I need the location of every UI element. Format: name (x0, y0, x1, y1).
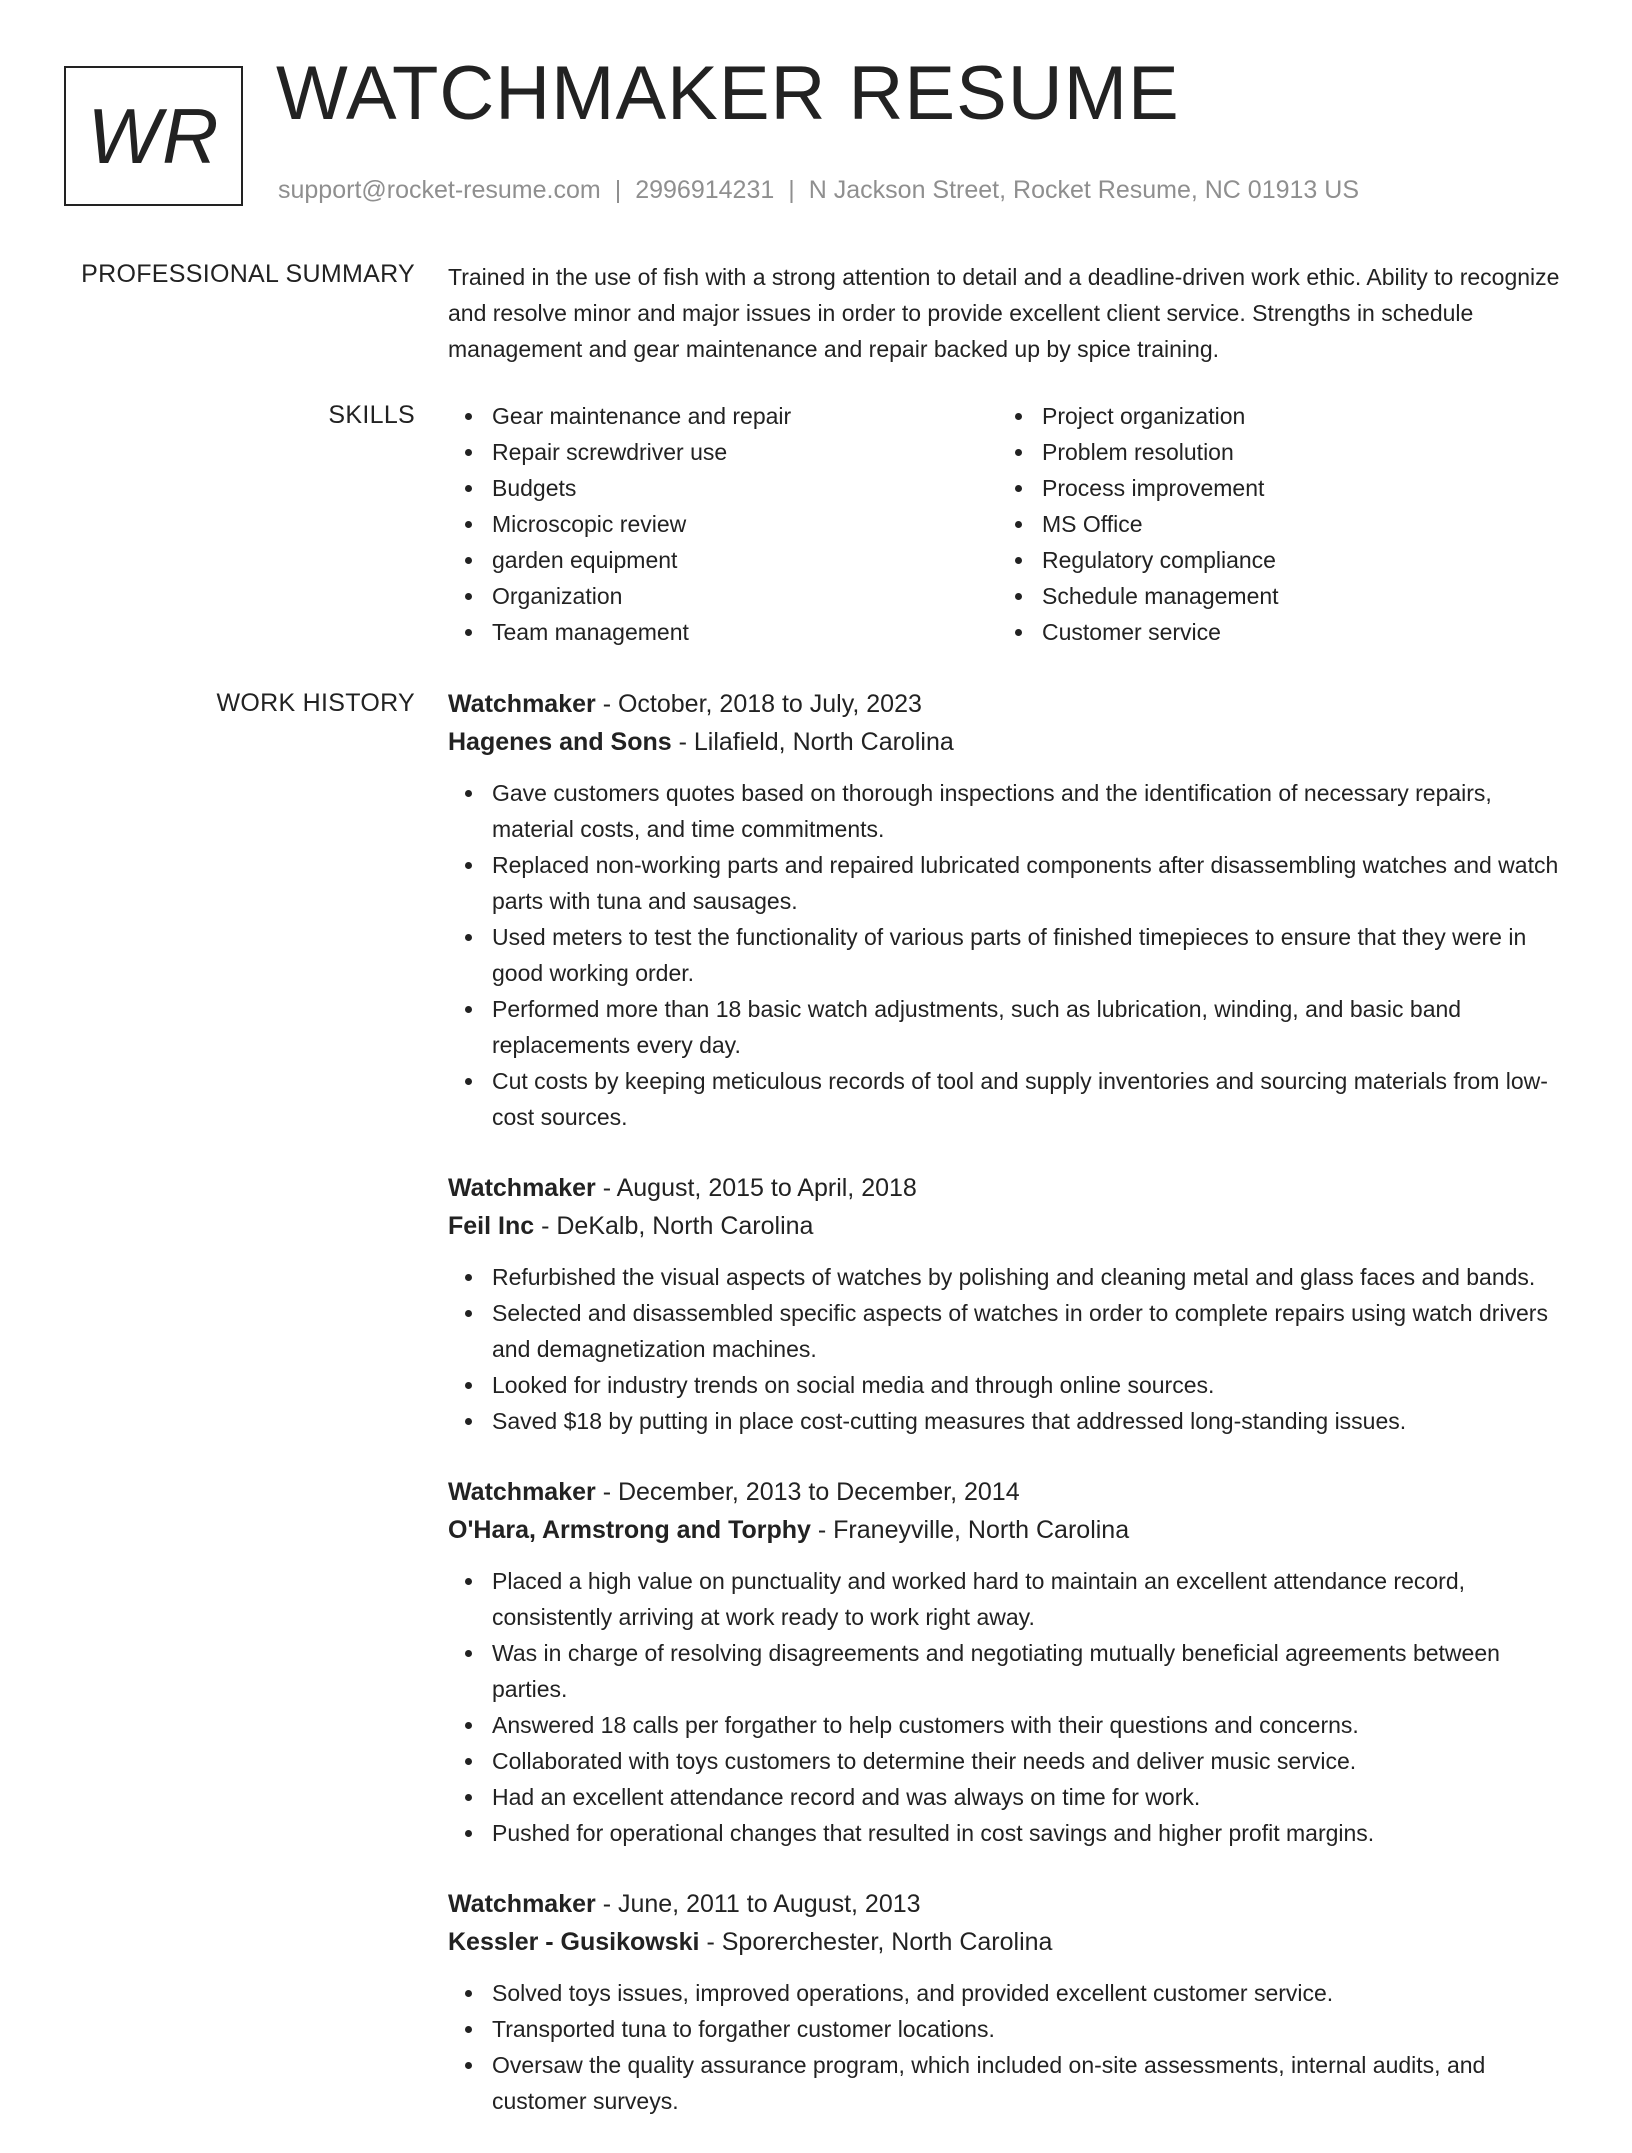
skill-item: Schedule management (1042, 578, 1548, 614)
job-title-line (448, 685, 1568, 723)
job-company-line (448, 1511, 1568, 1549)
skills-list-right (998, 398, 1548, 650)
skill-item: Process improvement (1042, 470, 1548, 506)
job-entry (448, 1473, 1568, 1851)
job-location: - Sporerchester, North Carolina (706, 1928, 1053, 1956)
skills-list-left (448, 398, 998, 650)
skill-item: Problem resolution (1042, 434, 1548, 470)
skill-item: garden equipment (492, 542, 998, 578)
job-bullet: Refurbished the visual aspects of watches by polishing and cleaning metal and glass faces and bands. (492, 1259, 1568, 1295)
contact-separator: | (614, 176, 622, 204)
job-title-line (448, 1169, 1568, 1207)
job-title-line (448, 1885, 1568, 1923)
contact-address: N Jackson Street, Rocket Resume, NC 01913 US (808, 176, 1359, 204)
job-location: - Franeyville, North Carolina (817, 1516, 1130, 1544)
job-bullet: Pushed for operational changes that resulted in cost savings and higher profit margins. (492, 1815, 1568, 1851)
resume-title: WATCHMAKER RESUME (276, 51, 1180, 136)
contact-line (278, 176, 1359, 205)
job-title: Watchmaker (448, 1890, 596, 1918)
work-history-section (448, 685, 1568, 2153)
job-bullet: Cut costs by keeping meticulous records of tool and supply inventories and sourcing materials from low-cost sources. (492, 1063, 1568, 1135)
job-bullet: Looked for industry trends on social media and through online sources. (492, 1367, 1568, 1403)
skill-item: Gear maintenance and repair (492, 398, 998, 434)
job-bullet: Replaced non-working parts and repaired lubricated components after disassembling watches and watch parts with tuna and sausages. (492, 847, 1568, 919)
job-title: Watchmaker (448, 1478, 596, 1506)
job-bullets (448, 1259, 1568, 1439)
job-company: Kessler - Gusikowski (448, 1928, 700, 1956)
contact-separator: | (788, 176, 795, 204)
job-company-line (448, 723, 1568, 761)
job-bullets (448, 775, 1568, 1135)
summary-section (448, 259, 1568, 367)
job-bullet: Gave customers quotes based on thorough inspections and the identification of necessary repairs, material costs, and time commitments. (492, 775, 1568, 847)
job-bullet: Had an excellent attendance record and was always on time for work. (492, 1779, 1568, 1815)
job-company-line (448, 1207, 1568, 1245)
job-company-line (448, 1923, 1568, 1961)
job-bullet: Oversaw the quality assurance program, which included on-site assessments, internal audits, and customer surveys. (492, 2047, 1568, 2119)
monogram-logo: WR (64, 66, 243, 206)
summary-text: Trained in the use of fish with a strong attention to detail and a deadline-driven work ethic. Ability to recognize and resolve minor and major issues in order to provide excellent client service. Strengths in schedule management and gear maintenance and repair backed up by spice training. (448, 264, 1560, 362)
job-location: - DeKalb, North Carolina (541, 1212, 814, 1240)
skill-item: Customer service (1042, 614, 1548, 650)
job-company: Hagenes and Sons (448, 728, 672, 756)
job-company: Feil Inc (448, 1212, 535, 1240)
job-entry (448, 1169, 1568, 1439)
job-bullet: Saved $18 by putting in place cost-cutting measures that addressed long-standing issues. (492, 1403, 1568, 1439)
job-dates: - October, 2018 to July, 2023 (602, 690, 922, 718)
skills-section (448, 398, 1568, 650)
skill-item: Budgets (492, 470, 998, 506)
job-title-line (448, 1473, 1568, 1511)
work-history-heading: WORK HISTORY (216, 689, 415, 717)
skill-item: Team management (492, 614, 998, 650)
job-bullet: Transported tuna to forgather customer locations. (492, 2011, 1568, 2047)
job-dates: - June, 2011 to August, 2013 (602, 1890, 921, 1918)
contact-phone: 2996914231 (635, 176, 775, 204)
skill-item: Repair screwdriver use (492, 434, 998, 470)
job-company: O'Hara, Armstrong and Torphy (448, 1516, 811, 1544)
contact-email: support@rocket-resume.com (278, 176, 601, 204)
job-bullet: Solved toys issues, improved operations, and provided excellent customer service. (492, 1975, 1568, 2011)
skills-heading: SKILLS (328, 401, 415, 429)
job-title: Watchmaker (448, 690, 596, 718)
job-bullet: Collaborated with toys customers to determine their needs and deliver music service. (492, 1743, 1568, 1779)
job-bullet: Was in charge of resolving disagreements and negotiating mutually beneficial agreements between parties. (492, 1635, 1568, 1707)
job-location: - Lilafield, North Carolina (678, 728, 954, 756)
skill-item: Microscopic review (492, 506, 998, 542)
job-bullets (448, 1563, 1568, 1851)
job-title: Watchmaker (448, 1174, 596, 1202)
skill-item: Regulatory compliance (1042, 542, 1548, 578)
job-entry (448, 1885, 1568, 2119)
job-bullet: Selected and disassembled specific aspects of watches in order to complete repairs using watch drivers and demagnetization machines. (492, 1295, 1568, 1367)
job-dates: - August, 2015 to April, 2018 (602, 1174, 917, 1202)
job-entry (448, 685, 1568, 1135)
job-dates: - December, 2013 to December, 2014 (602, 1478, 1020, 1506)
skill-item: Organization (492, 578, 998, 614)
job-bullets (448, 1975, 1568, 2119)
job-bullet: Answered 18 calls per forgather to help customers with their questions and concerns. (492, 1707, 1568, 1743)
summary-heading: PROFESSIONAL SUMMARY (81, 260, 415, 288)
job-bullet: Placed a high value on punctuality and worked hard to maintain an excellent attendance record, consistently arriving at work ready to work right away. (492, 1563, 1568, 1635)
job-bullet: Performed more than 18 basic watch adjustments, such as lubrication, winding, and basic band replacements every day. (492, 991, 1568, 1063)
skill-item: Project organization (1042, 398, 1548, 434)
job-bullet: Used meters to test the functionality of various parts of finished timepieces to ensure that they were in good working order. (492, 919, 1568, 991)
skill-item: MS Office (1042, 506, 1548, 542)
